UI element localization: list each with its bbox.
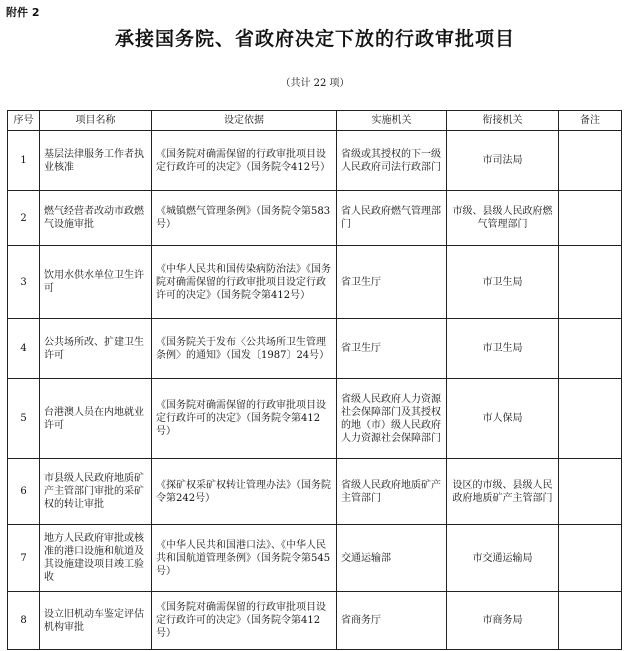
row-index: 3 xyxy=(8,246,40,319)
header-legal-basis: 设定依据 xyxy=(152,111,337,131)
row-legal-basis: 《中华人民共和国传染病防治法》《国务院对确需保留的行政审批项目设定行政许可的决定》（国务院令第412号） xyxy=(152,246,337,319)
row-legal-basis: 《城镇燃气管理条例》（国务院令第583号） xyxy=(152,191,337,246)
row-liaison-agency: 市司法局 xyxy=(447,131,559,191)
table-row xyxy=(8,319,622,379)
row-index: 7 xyxy=(8,525,40,592)
row-index: 1 xyxy=(8,131,40,191)
row-index: 4 xyxy=(8,319,40,379)
row-implementing-agency: 省商务厅 xyxy=(337,592,447,650)
row-item-name: 台港澳人员在内地就业许可 xyxy=(40,379,152,459)
row-remark xyxy=(559,459,622,525)
row-remark xyxy=(559,319,622,379)
header-remarks: 备注 xyxy=(559,111,622,131)
row-item-name: 燃气经营者改动市政燃气设施审批 xyxy=(40,191,152,246)
row-item-name: 地方人民政府审批或核准的港口设施和航道及其设施建设项目竣工验收 xyxy=(40,525,152,592)
header-item-name: 项目名称 xyxy=(40,111,152,131)
row-implementing-agency: 省卫生厅 xyxy=(337,246,447,319)
table-row xyxy=(8,379,622,459)
header-index: 序号 xyxy=(8,111,40,131)
document-title: 承接国务院、省政府决定下放的行政审批项目 xyxy=(114,28,515,50)
row-implementing-agency: 省人民政府燃气管理部门 xyxy=(337,191,447,246)
row-index: 2 xyxy=(8,191,40,246)
row-legal-basis: 《探矿权采矿权转让管理办法》（国务院令第242号） xyxy=(152,459,337,525)
row-legal-basis: 《国务院对确需保留的行政审批项目设定行政许可的决定》（国务院令412号） xyxy=(152,131,337,191)
row-item-name: 公共场所改、扩建卫生许可 xyxy=(40,319,152,379)
table-row xyxy=(8,191,622,246)
row-item-name: 设立旧机动车鉴定评估机构审批 xyxy=(40,592,152,650)
row-implementing-agency: 省卫生厅 xyxy=(337,319,447,379)
row-implementing-agency: 交通运输部 xyxy=(337,525,447,592)
row-item-name: 市县级人民政府地质矿产主管部门审批的采矿权的转让审批 xyxy=(40,459,152,525)
table-row xyxy=(8,592,622,650)
table-row xyxy=(8,459,622,525)
table-row xyxy=(8,246,622,319)
row-liaison-agency: 市级、县级人民政府燃气管理部门 xyxy=(447,191,559,246)
document-subtitle: （共计 22 项） xyxy=(280,78,350,89)
approval-items-table xyxy=(7,110,622,650)
row-implementing-agency: 省级人民政府人力资源社会保障部门及其授权的地（市）级人民政府人力资源社会保障部门 xyxy=(337,379,447,459)
row-remark xyxy=(559,592,622,650)
row-liaison-agency: 市卫生局 xyxy=(447,246,559,319)
table-header-row xyxy=(8,111,622,131)
row-item-name: 基层法律服务工作者执业核准 xyxy=(40,131,152,191)
row-index: 6 xyxy=(8,459,40,525)
header-implementing-agency: 实施机关 xyxy=(337,111,447,131)
row-legal-basis: 《国务院对确需保留的行政审批项目设定行政许可的决定》（国务院令第412号） xyxy=(152,592,337,650)
row-remark xyxy=(559,131,622,191)
row-remark xyxy=(559,246,622,319)
row-remark xyxy=(559,191,622,246)
header-liaison-agency: 衔接机关 xyxy=(447,111,559,131)
row-liaison-agency: 市卫生局 xyxy=(447,319,559,379)
row-legal-basis: 《国务院关于发布〈公共场所卫生管理条例〉的通知》（国发〔1987〕24号） xyxy=(152,319,337,379)
row-legal-basis: 《国务院对确需保留的行政审批项目设定行政许可的决定》（国务院令第412号） xyxy=(152,379,337,459)
row-remark xyxy=(559,525,622,592)
row-liaison-agency: 市交通运输局 xyxy=(447,525,559,592)
row-implementing-agency: 省级人民政府地质矿产主管部门 xyxy=(337,459,447,525)
row-remark xyxy=(559,379,622,459)
table-row xyxy=(8,131,622,191)
row-liaison-agency: 设区的市级、县级人民政府地质矿产主管部门 xyxy=(447,459,559,525)
row-index: 8 xyxy=(8,592,40,650)
attachment-label: 附件 2 xyxy=(6,6,40,19)
row-implementing-agency: 省级或其授权的下一级人民政府司法行政部门 xyxy=(337,131,447,191)
row-liaison-agency: 市商务局 xyxy=(447,592,559,650)
row-item-name: 饮用水供水单位卫生许可 xyxy=(40,246,152,319)
row-index: 5 xyxy=(8,379,40,459)
row-liaison-agency: 市人保局 xyxy=(447,379,559,459)
row-legal-basis: 《中华人民共和国港口法》、《中华人民共和国航道管理条例》（国务院令第545号） xyxy=(152,525,337,592)
table-row xyxy=(8,525,622,592)
